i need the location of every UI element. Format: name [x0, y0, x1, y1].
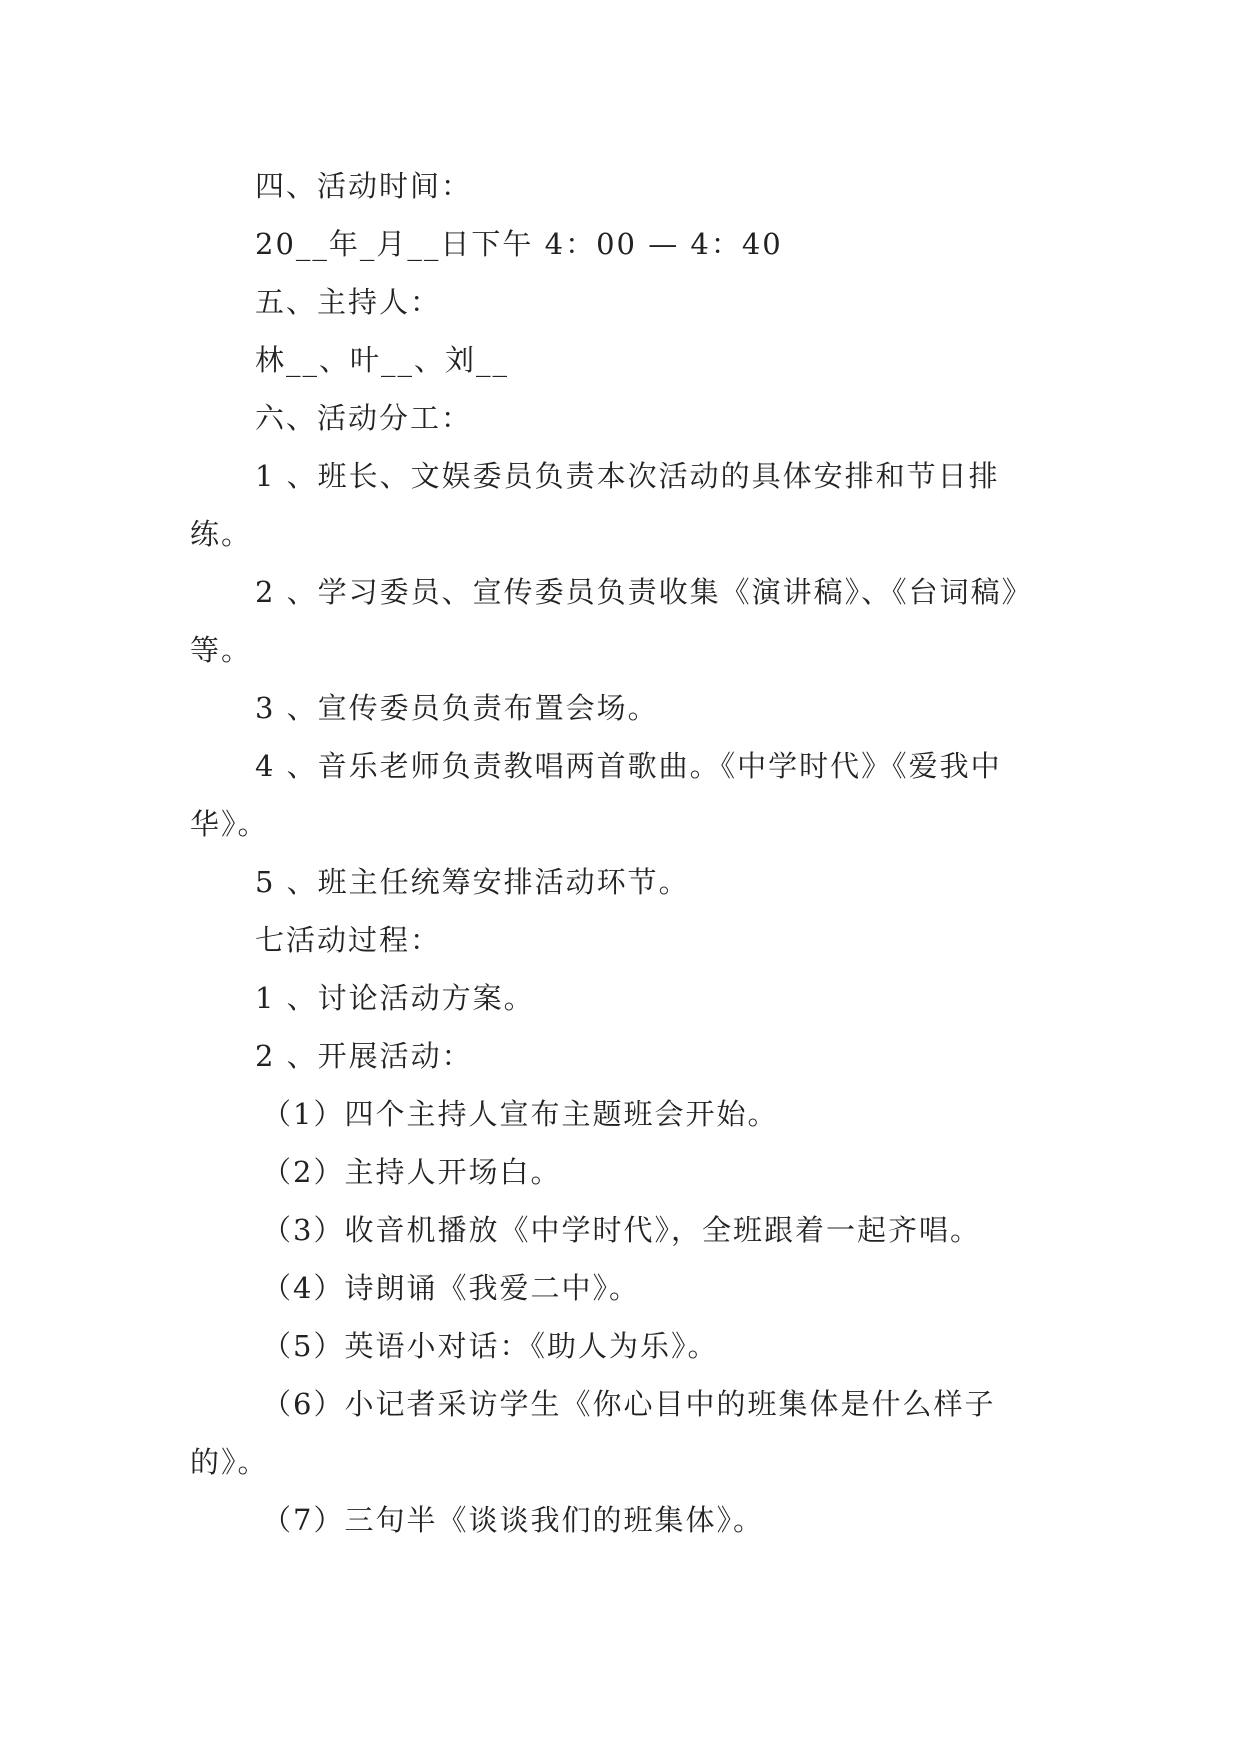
heading-division-of-labor: 六、活动分工： — [255, 401, 473, 435]
labor-item-1: 1 、班长、文娱委员负责本次活动的具体安排和节日排 — [255, 459, 1000, 493]
labor-item-4-continued: 华》。 — [190, 807, 269, 841]
labor-item-2-continued: 等。 — [190, 633, 253, 667]
heading-activity-process: 七活动过程： — [255, 923, 442, 957]
labor-item-5: 5 、班主任统筹安排活动环节。 — [255, 865, 690, 899]
labor-item-3: 3 、宣传委员负责布置会场。 — [255, 691, 659, 725]
process-step-6-continued: 的》。 — [190, 1445, 269, 1479]
labor-item-2: 2 、学习委员、宣传委员负责收集《演讲稿》、《台词稿》 — [255, 575, 1033, 609]
heading-host: 五、主持人： — [255, 285, 442, 319]
process-step-6: （6）小记者采访学生《你心目中的班集体是什么样子 — [262, 1387, 996, 1421]
process-step-3: （3）收音机播放《中学时代》，全班跟着一起齐唱。 — [262, 1213, 981, 1247]
process-step-4: （4）诗朗诵《我爱二中》。 — [262, 1271, 640, 1305]
process-step-5: （5）英语小对话：《助人为乐》。 — [262, 1329, 719, 1363]
process-item-2: 2 、开展活动： — [255, 1039, 473, 1073]
process-step-2: （2）主持人开场白。 — [262, 1155, 562, 1189]
activity-time-value: 20__年_月__日下午 4：00 — 4：40 — [255, 227, 783, 261]
labor-item-4: 4 、音乐老师负责教唱两首歌曲。《中学时代》《爱我中 — [255, 749, 1002, 783]
host-names: 林__、叶__、刘__ — [255, 343, 510, 377]
heading-activity-time: 四、活动时间： — [255, 169, 473, 203]
labor-item-1-continued: 练。 — [190, 517, 253, 551]
process-item-1: 1 、讨论活动方案。 — [255, 981, 535, 1015]
process-step-1: （1）四个主持人宣布主题班会开始。 — [262, 1097, 779, 1131]
process-step-7: （7）三句半《谈谈我们的班集体》。 — [262, 1503, 764, 1537]
